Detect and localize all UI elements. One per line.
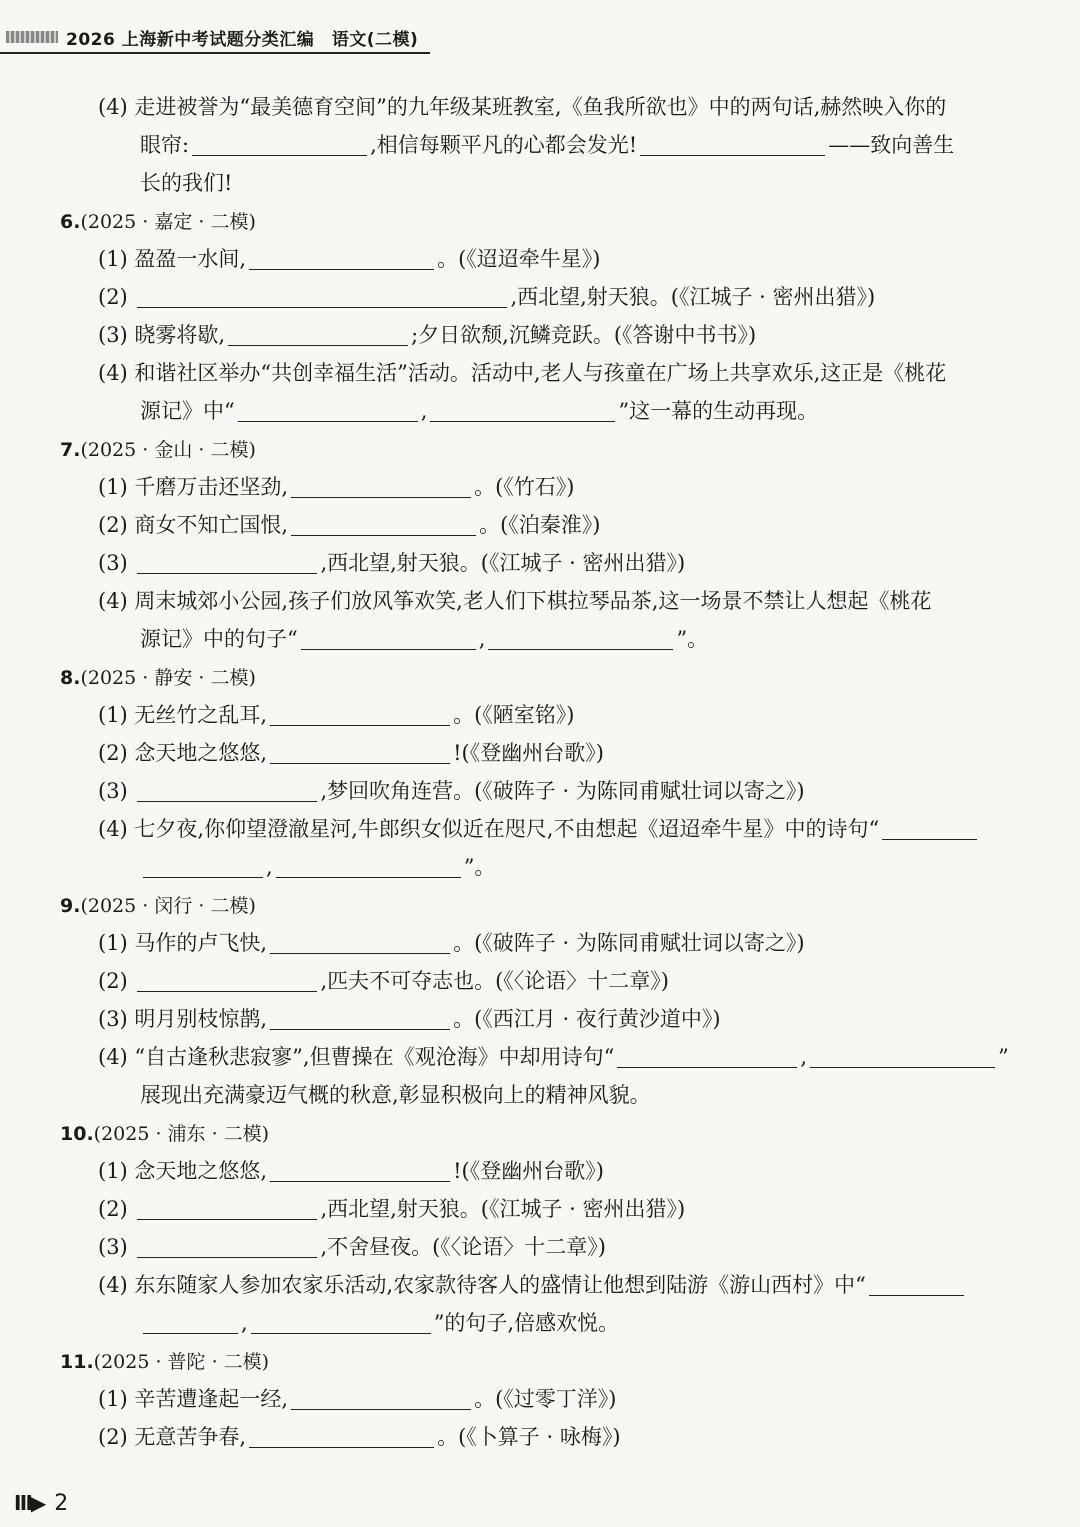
q5-item-4-line-1: (4) 走进被誉为“最美德育空间”的九年级某班教室,《鱼我所欲也》中的两句话,赫然映入你的	[98, 95, 947, 119]
answer-blank[interactable]	[137, 1193, 317, 1220]
q8-item-4-line-2: , ”。	[60, 848, 1060, 886]
q7-item-2: (2) 商女不知亡国恨, 。(《泊秦淮》)	[60, 506, 1060, 544]
answer-blank[interactable]	[143, 851, 263, 878]
q9-item-4-line-2: 展现出充满豪迈气概的秋意,彰显积极向上的精神风貌。	[140, 1083, 651, 1107]
question-source: (2025 · 静安 · 二模)	[80, 667, 256, 689]
question-9-header	[60, 886, 1060, 924]
answer-blank[interactable]	[810, 1041, 995, 1068]
question-source: (2025 · 普陀 · 二模)	[93, 1351, 270, 1373]
answer-blank[interactable]	[137, 775, 317, 802]
q6-item-1: (1) 盈盈一水间, 。(《迢迢牵牛星》)	[60, 240, 1060, 278]
question-10-header	[60, 1114, 1060, 1152]
q9-item-3: (3) 明月别枝惊鹊, 。(《西江月 · 夜行黄沙道中》)	[60, 1000, 1060, 1038]
question-source: (2025 · 闵行 · 二模)	[80, 895, 256, 917]
q10-item-4-line-2: , ”的句子,倍感欢悦。	[60, 1304, 1060, 1342]
q7-item-4-line-1: (4) 周末城郊小公园,孩子们放风筝欢笑,老人们下棋拉琴品茶,这一场景不禁让人想起《桃花	[98, 589, 932, 613]
q11-item-2: (2) 无意苦争春, 。(《卜算子 · 咏梅》)	[60, 1418, 1060, 1456]
q10-item-2: (2) ,西北望,射天狼。(《江城子 · 密州出猎》)	[60, 1190, 1060, 1228]
q8-item-4-line-1: (4) 七夕夜,你仰望澄澈星河,牛郎织女似近在咫尺,不由想起《迢迢牵牛星》中的诗句“	[60, 810, 1060, 848]
question-number: 11.	[60, 1351, 94, 1373]
question-7-header	[60, 430, 1060, 468]
answer-blank[interactable]	[251, 1307, 431, 1334]
answer-blank[interactable]	[270, 737, 450, 764]
answer-blank[interactable]	[617, 1041, 797, 1068]
q5-item-4-line-2: 眼帘: ,相信每颗平凡的心都会发光! ——致向善生	[60, 126, 1060, 164]
q7-item-1: (1) 千磨万击还坚劲, 。(《竹石》)	[60, 468, 1060, 506]
q6-item-4-line-1: (4) 和谐社区举办“共创幸福生活”活动。活动中,老人与孩童在广场上共享欢乐,这正是《桃花	[98, 361, 947, 385]
q10-item-1: (1) 念天地之悠悠, !(《登幽州台歌》)	[60, 1152, 1060, 1190]
answer-blank[interactable]	[137, 547, 317, 574]
question-6-header	[60, 202, 1060, 240]
q9-item-4-line-1: (4) “自古逢秋悲寂寥”,但曹操在《观沧海》中却用诗句“ , ”	[60, 1038, 1060, 1076]
answer-blank[interactable]	[640, 129, 825, 156]
q10-item-4-line-1: (4) 东东随家人参加农家乐活动,农家款待客人的盛情让他想到陆游《游山西村》中“	[60, 1266, 1060, 1304]
q6-item-4-line-2: 源记》中“ , ”这一幕的生动再现。	[60, 392, 1060, 430]
answer-blank[interactable]	[270, 1003, 450, 1030]
answer-blank[interactable]	[430, 395, 615, 422]
question-number: 7.	[60, 439, 81, 461]
header-decoration	[6, 31, 58, 43]
question-source: (2025 · 浦东 · 二模)	[93, 1123, 270, 1145]
answer-blank[interactable]	[137, 1231, 317, 1258]
q8-item-3: (3) ,梦回吹角连营。(《破阵子 · 为陈同甫赋壮词以寄之》)	[60, 772, 1060, 810]
q5-item-4-line-3: 长的我们!	[140, 171, 233, 195]
answer-blank[interactable]	[301, 623, 476, 650]
question-source: (2025 · 嘉定 · 二模)	[80, 211, 256, 233]
answer-blank[interactable]	[270, 927, 450, 954]
answer-blank[interactable]	[869, 1269, 964, 1296]
question-number: 6.	[60, 211, 81, 233]
answer-blank[interactable]	[238, 395, 418, 422]
page-number: 2	[54, 1490, 69, 1516]
answer-blank[interactable]	[249, 1421, 434, 1448]
q6-item-2: (2) ,西北望,射天狼。(《江城子 · 密州出猎》)	[60, 278, 1060, 316]
answer-blank[interactable]	[276, 851, 461, 878]
q6-item-3: (3) 晓雾将歇, ;夕日欲颓,沉鳞竞跃。(《答谢中书书》)	[60, 316, 1060, 354]
page-marker-icon: Ⅲ▶	[14, 1491, 45, 1515]
page-footer	[14, 1488, 68, 1518]
q9-item-1: (1) 马作的卢飞快, 。(《破阵子 · 为陈同甫赋壮词以寄之》)	[60, 924, 1060, 962]
q9-item-2: (2) ,匹夫不可夺志也。(《〈论语〉十二章》)	[60, 962, 1060, 1000]
answer-blank[interactable]	[291, 509, 476, 536]
answer-blank[interactable]	[488, 623, 673, 650]
question-source: (2025 · 金山 · 二模)	[80, 439, 256, 461]
page-content	[60, 88, 1060, 1456]
answer-blank[interactable]	[192, 129, 367, 156]
answer-blank[interactable]	[882, 813, 977, 840]
header-title: 2026 上海新中考试题分类汇编 语文(二模)	[66, 29, 419, 50]
q8-item-1: (1) 无丝竹之乱耳, 。(《陋室铭》)	[60, 696, 1060, 734]
question-number: 9.	[60, 895, 81, 917]
answer-blank[interactable]	[291, 471, 471, 498]
q7-item-4-line-2: 源记》中的句子“ , ”。	[60, 620, 1060, 658]
q7-item-3: (3) ,西北望,射天狼。(《江城子 · 密州出猎》)	[60, 544, 1060, 582]
answer-blank[interactable]	[291, 1383, 471, 1410]
question-number: 8.	[60, 667, 81, 689]
answer-blank[interactable]	[137, 281, 507, 308]
answer-blank[interactable]	[228, 319, 408, 346]
answer-blank[interactable]	[270, 699, 450, 726]
q10-item-3: (3) ,不舍昼夜。(《〈论语〉十二章》)	[60, 1228, 1060, 1266]
q8-item-2: (2) 念天地之悠悠, !(《登幽州台歌》)	[60, 734, 1060, 772]
q11-item-1: (1) 辛苦遭逢起一经, 。(《过零丁洋》)	[60, 1380, 1060, 1418]
running-header	[0, 22, 430, 52]
question-11-header	[60, 1342, 1060, 1380]
question-8-header	[60, 658, 1060, 696]
answer-blank[interactable]	[249, 243, 434, 270]
header-rule	[0, 52, 430, 54]
answer-blank[interactable]	[137, 965, 317, 992]
answer-blank[interactable]	[143, 1307, 238, 1334]
answer-blank[interactable]	[270, 1155, 450, 1182]
question-number: 10.	[60, 1123, 94, 1145]
